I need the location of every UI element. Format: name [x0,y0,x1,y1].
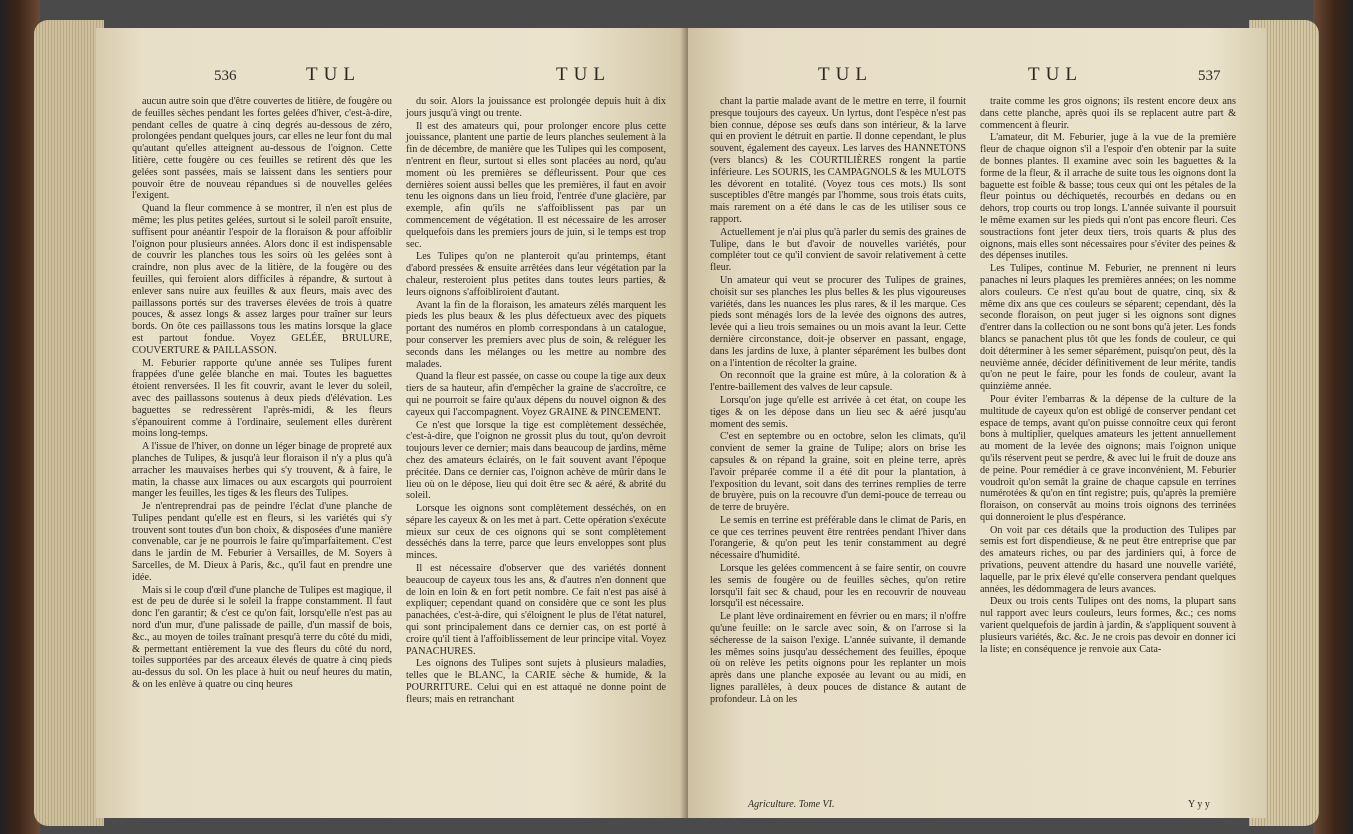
paragraph: Avant la fin de la floraison, les amateurs zélés marquent les pieds les plus beaux & les plus défectueux avec des piquets portant des numéros en plomb correspondans à un catalogue, pour conserver les premiers avec plus de soin, & reléguer les seconds dans les mélanges ou les mettre au nombre des malades. [406,299,666,370]
paragraph: Lorsqu'on juge qu'elle est arrivée à cet état, on coupe les tiges & on les dépose dans un lieu sec & aéré jusqu'au moment des semis. [710,394,966,430]
paragraph: C'est en septembre ou en octobre, selon les climats, qu'il convient de semer la graine de Tulipe; alors on brise les capsules & on répand la graine, soit en pleine terre, après l'avoir préparée comme il a été dit pour la plantation, à l'exposition du levant, soit dans des terrines remplies de terre de bruyère, puis on la recouvre d'un demi-pouce de terreau ou de terre de bruyère. [710,431,966,514]
paragraph: Mais si le coup d'œil d'une planche de Tulipes est magique, il est de peu de durée si le soleil la frappe constamment. Il faut donc l'en garantir; & c'est ce qu'on fait, lorsqu'elle n'est pas au nord d'un mur, d'une palissade de paille, d'un massif de bois, &c., au moyen de toiles traînant presqu'à terre du côté du midi, & permettant entièrement la vue des fleurs du côté du nord, toiles supportées par des arceaux élevés de quatre à cinq pieds au-dessus du sol. On les place à huit ou neuf heures du matin, & on les enlève à quatre ou cinq heures [132,584,392,691]
paragraph: A l'issue de l'hiver, on donne un léger binage de propreté aux planches de Tulipes, & jusqu'à leur floraison il n'y a plus qu'à arracher les mauvaises herbes qui s'y trouvent, & à faire, le matin, la chasse aux limaces ou aux escargots qui pourroient manger les feuilles, les tiges & les fleurs des Tulipes. [132,441,392,500]
book-cover-right [1313,0,1353,834]
paragraph: On reconnoît que la graine est mûre, à la coloration & à l'entre-baillement des valves de leur capsule. [710,370,966,394]
paragraph: traite comme les gros oignons; ils restent encore deux ans dans cette planche, après quoi ils se replacent autre part & commencent à fleurir. [980,96,1236,131]
paragraph: Lorsque les gelées commencent à se faire sentir, on couvre les semis de fougère ou de feuilles sèches, qu'on retire lorsqu'il fait sec & chaud, pour les en recouvrir de nouveau lorsqu'il est nécessaire. [710,563,966,610]
page-edges-left [34,20,104,826]
left-page-columns [132,96,666,707]
paragraph: Un amateur qui veut se procurer des Tulipes de graines, choisit sur ses planches les plus belles & les plus vigoureuses variétés, dans les nuances les plus rares, & il les marque. Ces pieds sont ménagés lors de la levée des oignons des autres, levée qui a lieu trois semaines ou un mois avant la leur. Cette dernière circonstance, doit-je observer en passant, engage, dans les jardins de luxe, à planter séparément les bulbes dont on a l'intention de récolter la graine. [710,274,966,369]
left-column-1 [132,96,392,707]
paragraph: Il est des amateurs qui, pour prolonger encore plus cette jouissance, plantent une partie de leurs planches seulement à la fin de décembre, de manière que les Tulipes qui les composent, n'entrent en fleur, surtout si elles sont placées au nord, qu'au moment où les premières se défleurissent. Pour que ces dernières soient aussi belles que les premières, il faut en avoir tenu les oignons dans un lieu froid, l'entrée d'une glacière, par exemple, afin qu'ils ne s'affoiblissent pas par un commencement de végétation. Il est nécessaire de les arroser quelquefois dans les premiers jours de juin, si le temps est trop sec. [406,120,666,250]
volume-footer: Agriculture. Tome VI. [748,799,835,810]
left-running-head-1: TUL [306,64,361,85]
right-column-1 [710,96,966,707]
paragraph: On voit par ces détails que la production des Tulipes par semis est fort dispendieuse, & ne peut être entreprise que par des amateurs riches, ou par des jardiniers qui, à force de privations, peuvent attendre du hasard une nouvelle variété, laquelle, par le prix élevé qu'elle conservera pendant quelques années, les dédommagera de leurs avances. [980,524,1236,595]
signature-mark: Y y y [1188,799,1210,810]
paragraph: Les Tulipes, continue M. Feburier, ne prennent ni leurs panaches ni leurs plaques les premières années; on les nomme alors couleurs. Ce n'est qu'au bout de quatre, cinq, six & même dix ans que ces couleurs se séparent; cependant, dès la seconde floraison, on peut juger si les oignons sont dignes d'entrer dans la collection ou ne sont bons qu'à jeter. Les fonds blancs se panachent plus tôt que les fonds de couleur, ce qui doit déterminer à les semer séparément, puisqu'on peut, dès la neuvième année, décider définitivement de leur mérite, tandis qu'on ne peut le faire, pour les fonds de couleur, avant la quinzième année. [980,263,1236,393]
right-page-number: 537 [1198,68,1221,84]
paragraph: Il est nécessaire d'observer que des variétés donnent beaucoup de cayeux tous les ans, & d'autres n'en donnent que de loin en loin & en fort petit nombre. Ce fait n'est pas aisé à expliquer; cependant quand on considère que ce sont les plus panachées, c'est-à-dire, qui s'éloignent le plus de l'état naturel, qui sont principalement dans ce dernier cas, on est porté à croire qu'il tient à l'affoiblissement de leur principe vital. Voyez PANACHURES. [406,563,666,657]
paragraph: aucun autre soin que d'être couvertes de litière, de fougère ou de feuilles sèches pendant les fortes gelées d'hiver, c'est-à-dire, pendant celles de quatre à cinq degrés au-dessous de zéro, prolongées pendant quelques jours, car elles ne leur font du mal qu'autant qu'elles atteignent au-dessous de l'oignon. Cette litière, cette fougère ou ces feuilles se retirent dès que les gelées sont passées, mais se laissent dans les sentiers pour pouvoir être de nouveau répandues si de nouvelles gelées l'exigent. [132,96,392,202]
paragraph: Quand la fleur est passée, on casse ou coupe la tige aux deux tiers de sa hauteur, afin d'empêcher la graine de s'accroître, ce qui ne pourroit se faire qu'aux dépens du nouvel oignon & des cayeux qui l'accompagnent. Voyez GRAINE & PINCEMENT. [406,371,666,418]
paragraph: Le semis en terrine est préférable dans le climat de Paris, en ce que ces terrines peuvent être rentrées pendant l'hiver dans l'orangerie, & qu'on peut les tenir constamment au degré nécessaire d'humidité. [710,514,966,562]
paragraph: Les Tulipes qu'on ne planteroit qu'au printemps, étant d'abord pressées & ensuite arrêtées dans leur végétation par la chaleur, resteroient plus petites dans toutes leurs parties, & leurs oignons s'affoibliroient d'autant. [406,251,666,298]
paragraph: Le plant lève ordinairement en février ou en mars; il n'offre qu'une feuille: on le sarcle avec soin, & on l'arrose si la sécheresse de la saison l'exige. L'année suivante, il demande les mêmes soins jusqu'au desséchement des feuilles, époque où on relève les petits oignons pour les replanter un mois après dans une planche exposée au levant ou au midi, en lignes parallèles, à deux pouces de distance & autant de profondeur. Là on les [710,611,966,705]
right-running-head-2: TUL [1028,64,1083,85]
left-page [96,28,688,818]
paragraph: M. Feburier rapporte qu'une année ses Tulipes furent frappées d'une gelée blanche en mai. Toutes les baguettes étoient renversées. Il les fit couvrir, avant le lever du soleil, avec des paillassons soutenus à deux pieds d'élévation. Les baguettes se redressèrent l'après-midi, & les fleurs s'épanouirent comme à l'ordinaire, seulement elles durèrent moins long-temps. [132,357,392,440]
paragraph: Lorsque les oignons sont complètement desséchés, on en sépare les cayeux & on les met à part. Cette opération s'exécute mieux sur ceux de ces oignons qui se sont complètement desséchés dans la terre, parce que leurs enveloppes sont plus minces. [406,503,666,562]
paragraph: Les oignons des Tulipes sont sujets à plusieurs maladies, telles que le BLANC, la CARIE sèche & humide, & la POURRITURE. Celui qui en est attaqué ne donne point de fleurs; mais en retranchant [406,658,666,705]
paragraph: du soir. Alors la jouissance est prolongée depuis huit à dix jours jusqu'à vingt ou trente. [406,96,666,119]
right-page-columns [710,96,1236,707]
left-running-head-2: TUL [556,64,611,85]
paragraph: Je n'entreprendrai pas de peindre l'éclat d'une planche de Tulipes pendant qu'elle est en fleurs, si les variétés qui s'y trouvent sont toutes d'un bon choix, & disposées d'une manière convenable, car je ne pourrois le faire qu'imparfaitement. C'est dans le jardin de M. Feburier à Versailles, de M. Soyers à Sarcelles, de M. Dieux à Paris, &c., qu'il faut en prendre une idée. [132,501,392,583]
right-column-2 [980,96,1236,707]
right-running-head-1: TUL [818,64,873,85]
paragraph: Pour éviter l'embarras & la dépense de la culture de la multitude de cayeux qu'on est obligé de conserver pendant cet espace de temps, avant qu'on puisse connoître ceux qui feront bons à multiplier, quelques amateurs les jettent annuellement au moment de la levée des oignons; mais l'oignon unique qu'ils réservent peut se perdre, & avec lui le fruit de douze ans de peine. Pour remédier à ce grave inconvénient, M. Feburier voudroit qu'on semât la graine de chaque capsule en terrines numérotées & qu'on en tînt registre; puis, qu'après la première floraison, on conservât au moins trois oignons des terrinées qui donneroient le plus d'espérance. [980,393,1236,523]
paragraph: Quand la fleur commence à se montrer, il n'en est plus de même; les plus petites gelées, surtout si le soleil paroît ensuite, suffisent pour anéantir l'espoir de la floraison & pour affoiblir l'oignon pour plusieurs années. Alors donc il est indispensable de couvrir les planches tous les soirs où les gelées sont à craindre, non plus avec de la litière, de la fougère ou des feuilles, qui feroient alors difficiles à répandre, & surtout à enlever sans nuire aux feuilles & aux fleurs, mais avec des paillassons portés sur des traverses élevées de trois à quatre pouces, & assez longs & assez larges pour traîner sur leurs bords. On ôte ces paillassons tous les matins lorsque la glace est partout fondue. Voyez GELÉE, BRULURE, COUVERTURE & PAILLASSON. [132,203,392,356]
paragraph: L'amateur, dit M. Feburier, juge à la vue de la première fleur de chaque oignon s'il a l'espoir d'en obtenir par la suite de bonnes plantes. Il examine avec soin les baguettes & la forme de la fleur, & il arrache de suite tous les oignons dont la baguette est foible & basse; tous ceux qui ont les pétales de la fleur pointus ou déchiquetés, recourbés en dedans ou en dehors, trop courts ou trop longs. L'année suivante il poursuit le même examen sur les pieds qui n'ont pas encore fleuri. Ces soustractions font jeter deux tiers, trois quarts & plus des oignons, mais elles sont nécessaires pour s'éviter des peines & des dépenses inutiles. [980,132,1236,262]
left-column-2 [406,96,666,707]
paragraph: Actuellement je n'ai plus qu'à parler du semis des graines de Tulipe, dans le but d'avoir de nouvelles variétés, pour compléter tout ce qu'il convient de savoir relativement à cette fleur. [710,226,966,274]
right-page [688,28,1266,818]
paragraph: chant la partie malade avant de le mettre en terre, il fournit presque toujours des cayeux. Un lyrtus, dont l'espèce n'est pas bien connue, dépose ses œufs dans son intérieur, & la larve qui en provient le détruit en partie. Il donne cependant, le plus souvent, également des cayeux. Les larves des HANNETONS (vers blancs) & les COURTILIÈRES rongent la partie inférieure. Les SOURIS, les CAMPAGNOLS & les MULOTS les dévorent en totalité. (Voyez tous ces mots.) Ils sont susceptibles d'être mangés par l'homme, sous trois états cuits, mais rarement on a été dans le cas de les utiliser sous ce rapport. [710,96,966,225]
left-page-number: 536 [214,68,237,84]
paragraph: Deux ou trois cents Tulipes ont des noms, la plupart sans nul rapport avec leurs couleurs, leurs formes, &c.; ces noms varient quelquefois de jardin à jardin, & s'appliquent souvent à plusieurs variétés, &c. &c. Je ne crois pas devoir en donner ici la liste; en conséquence je renvoie aux Cata- [980,596,1236,655]
paragraph: Ce n'est que lorsque la tige est complètement desséchée, c'est-à-dire, que l'oignon ne grossit plus du tout, qu'on devroit toujours lever ce dernier; mais dans beaucoup de jardins, même chez des amateurs éclairés, on le fait souvent avant l'époque précitée. Dans ce dernier cas, l'oignon achève de mûrir dans le lieu où on le dépose, lieu qui doit être sec & aéré, & abrité du soleil. [406,419,666,502]
